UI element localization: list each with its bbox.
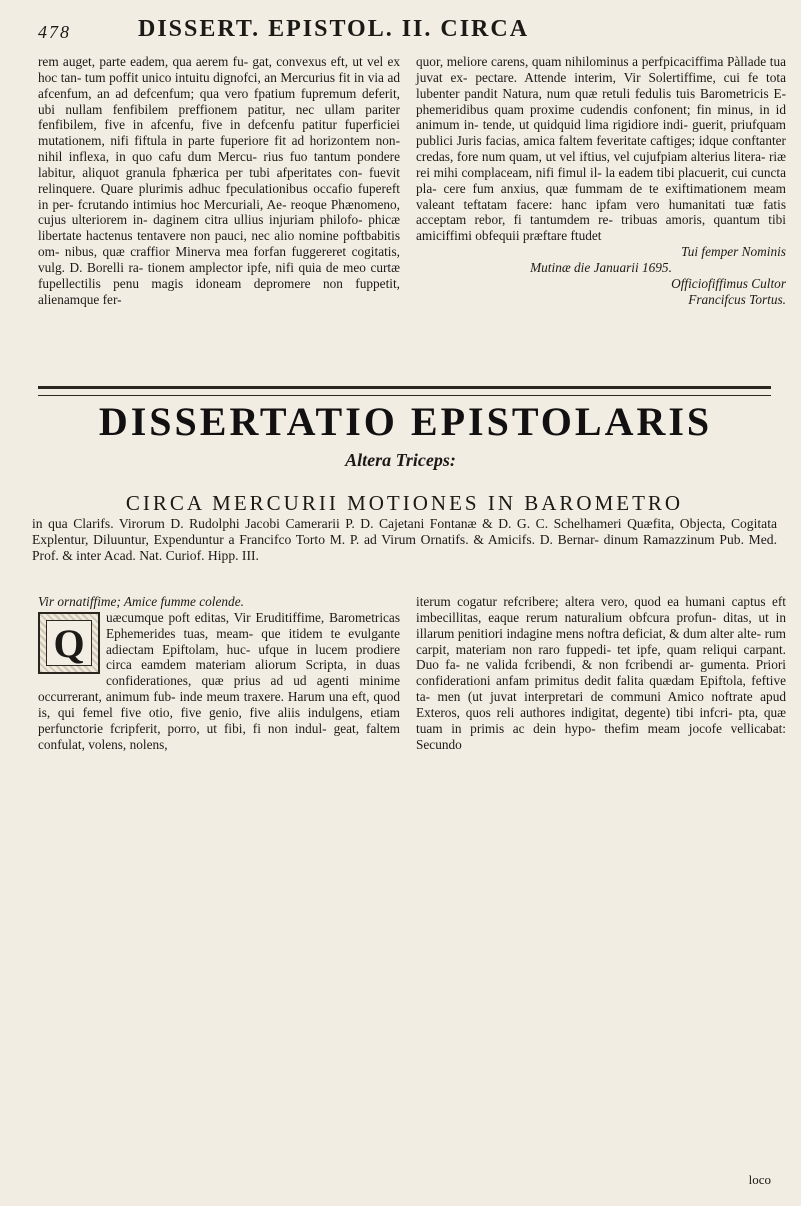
page-number: 478	[38, 22, 71, 42]
running-title: DISSERT. EPISTOL. II. CIRCA	[138, 16, 530, 42]
letter-right-text: quor, meliore carens, quam nihilominus a perfpicaciffima Pàllade tua juvat ex- pectare. Attende interim, Vir Solertiffime, cui fe tota lubenter pandit Natura, num quæ retuli fedulis tuis Barometricis E- phemeridibus quam proxime cudendis confonent; fin minus, in id animum in- tende, ut quidquid lima rigidiore indi- guerit, priufquam publici Juris facias, amica faltem feveritate caftiges; idque conftanter credas, fore num quam, ut vel iftius, vel cujufpiam alterius litera- riæ rei mihi complaceam, nifi fimul il- la eadem tibi placuerit, cui cuncta pla- cere fum anxius, quæ fummam de te exiftimationem meam valeant teftatam facere: hanc ipfam vero humanitati tuæ fatis acceptam rebor, fi tantumdem re- tribuas amoris, quantum tibi amiciffimi obfequii præftare ftudet	[416, 54, 786, 244]
letter-closing: Tui femper Nominis	[681, 244, 786, 260]
letter-author: Francifcus Tortus.	[688, 291, 786, 307]
salutation: Vir ornatiffime; Amice fumme colende.	[38, 594, 244, 609]
letter-signoff: Officiofiffimus Cultor	[671, 275, 786, 291]
dissertation-intro	[32, 490, 777, 564]
body-right-column	[416, 594, 786, 752]
section-divider	[38, 386, 771, 396]
body-left-column	[38, 594, 400, 752]
letter-date: Mutinæ die Januarii 1695.	[530, 259, 672, 275]
ornamental-initial	[38, 612, 100, 674]
intro-text: in qua Clarifs. Virorum D. Rudolphi Jacobi Camerarii P. D. Cajetani Fontanæ & D. G. C. Schelhameri Quæfita, Objecta, Cogitata Explentur, Diluuntur, Expenduntur a Francifco Torto M. P. ad Virum Ornatifs. & Amicifs. D. Bernar- dinum Ramazzinum Pub. Med. Prof. & inter Acad. Nat. Curiof. Hipp. III.	[32, 516, 777, 563]
catchword: loco	[748, 1172, 771, 1187]
body-right-text: iterum cogatur refcribere; altera vero, quod ea humani captus eft imbecillitas, eaque rerum naturalium obfcura profun- ditas, ut in illarum penitiori indagine mens noftra deficiat, & dum alter alte- rum carpit, materiam non raro fuppedi- tet ipfe, quam reliqui carpant. Duo fa- ne valida fcribendi, & non fcribendi ar- gumenta. Priori confiderationi anfam primitus dedit falita quædam Epiftola, feftive ta- men (ut juvat interpretari de communi Amico noftrate apud Exteros, quos reli authores indigitat, degente) tibi infcri- pta, quæ tuam in primis ac dein hypo- thefim meam jocofe vellicabat: Secundo	[416, 594, 786, 752]
ornamental-initial-letter: Q	[46, 620, 92, 666]
running-head	[38, 14, 771, 48]
circa-line: CIRCA MERCURII MOTIONES IN BAROMETRO	[125, 491, 684, 515]
dropcap-paragraph	[38, 610, 400, 753]
dissertation-subheading: Altera Triceps:	[345, 450, 456, 470]
letter-left-text: rem auget, parte eadem, qua aerem fu- gat, convexus eft, ut vel ex hoc tan- tum poffit unico intuitu dignofci, an Mercurius fit in via ad afcenfum, an ad defcenfum; qua vero fpatium fupremum deferit, ubi nullam fenfibilem preffionem patitur, nec ullam pariter fenfibilem, five in afcenfu, five in defcenfu patitur fuperficiei mutationem, nifi fiftula in parte fuperiore fit ad horizontem non- nihil inflexa, in quo cafu dum Mercu- rius fuo tantum pondere labitur, aliquot granula fphærica per tubi afperitates con- fuevit relinquere. Quare plurimis adhuc fpeculationibus occafio fupereft in per- fcrutando intimius hoc Mercuriali, Ae- reoque Phænomeno, cujus ulteriorem in- daginem citra ullius injuriam philofo- phicæ libertate hactenus tentavere non pauci, nec alio nomine poftbabitis om- nibus, quæ craffior Minerva mea forfan fuggereret cogitatis, vulg. D. Borelli ra- tionem amplector ipfe, nifi quia de meo curtæ fupellectilis penu magis idoneam depromere non fuppetit, alienamque fer-	[38, 54, 400, 307]
letter-right-column	[416, 54, 786, 308]
letter-left-column	[38, 54, 400, 308]
dissertation-heading: DISSERTATIO EPISTOLARIS	[98, 399, 713, 444]
body-left-text: uæcumque poft editas, Vir Eruditiffime, Barometricas Ephemerides tuas, meam- que itidem te evulgante adiectam Epiftolam, huc- ufque in lucem prodiere circa eamdem materiam aliorum Scripta, in duas confiderationes, quæ prius ad ud agenti minime occurrerant, animum fub- inde meum traxere. Harum una eft, quod is, qui femel five otio, five genio, five aliis indulgens, etiam perfunctorie fcripferit, porro, ut fibi, fi non indul- geat, faltem confulat, volens, nolens,	[38, 609, 400, 752]
